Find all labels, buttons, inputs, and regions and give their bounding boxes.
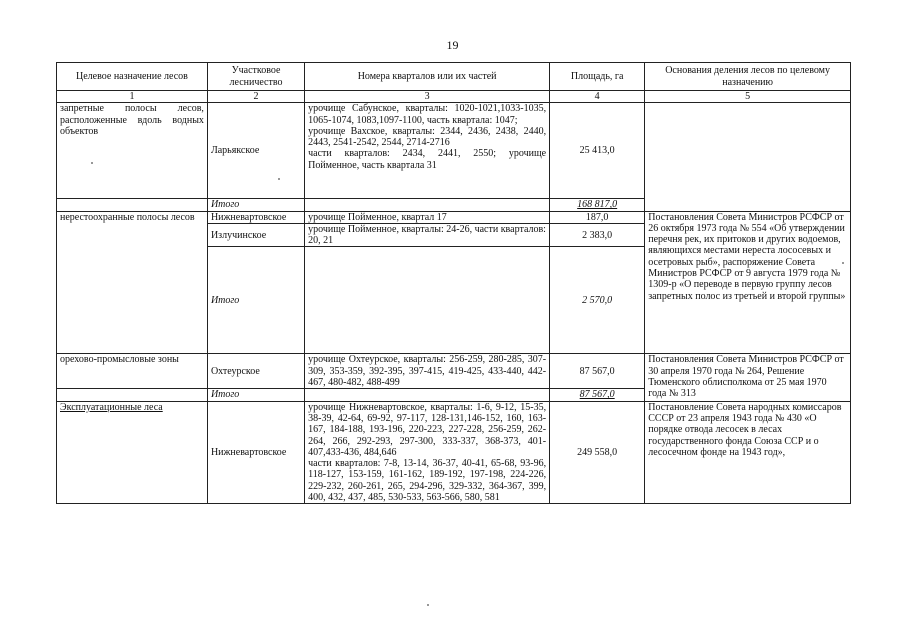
area-cell: 187,0 <box>550 211 645 223</box>
page-number: 19 <box>446 38 459 52</box>
column-number: 2 <box>207 91 304 103</box>
forestry-cell: Ларьякское <box>207 103 304 199</box>
total-label: Итого <box>207 247 304 354</box>
column-number: 3 <box>305 91 550 103</box>
purpose-cell: орехово-промысловые зоны <box>57 354 208 389</box>
scan-speck <box>91 162 93 164</box>
quarters-cell: урочище Сабунское, кварталы: 1020-1021,1033-1035, 1065-1074, 1083,1097-1100, часть квартала: 1047; урочище Вахское, кварталы: 2344, 2436, 2438, 2440, 2443, 2541-2542, 2544, 2714-2716 части кварталов: 2434, 2441, 2550; урочище Пойменное, часть квартала 31 <box>305 103 550 199</box>
area-cell: 25 413,0 <box>550 103 645 199</box>
total-label: Итого <box>207 199 304 211</box>
quarters-cell <box>305 199 550 211</box>
total-area: 87 567,0 <box>550 389 645 401</box>
column-number: 4 <box>550 91 645 103</box>
purpose-cell: нерестоохранные полосы лесов <box>57 211 208 354</box>
quarters-cell <box>305 389 550 401</box>
area-cell: 2 383,0 <box>550 223 645 247</box>
scan-speck <box>278 178 280 180</box>
header-basis: Основания деления лесов по целевому назначению <box>645 63 851 91</box>
quarters-cell: урочище Охтеурское, кварталы: 256-259, 280-285, 307-309, 353-359, 392-395, 397-415, 419-425, 433-440, 442-467, 480-482, 488-499 <box>305 354 550 389</box>
area-cell: 87 567,0 <box>550 354 645 389</box>
quarters-cell: урочище Пойменное, квартал 17 <box>305 211 550 223</box>
column-number: 5 <box>645 91 851 103</box>
basis-cell: Постановления Совета Министров РСФСР от 30 апреля 1970 года № 264, Решение Тюменского облисполкома от 25 мая 1970 года № 313 <box>645 354 851 401</box>
forestry-cell: Излучинское <box>207 223 304 247</box>
forestry-cell: Нижневартовское <box>207 211 304 223</box>
header-area: Площадь, га <box>550 63 645 91</box>
area-cell: 249 558,0 <box>550 401 645 504</box>
table-row <box>57 354 851 389</box>
purpose-cell: запретные полосы лесов, расположенные вдоль водных объектов <box>57 103 208 199</box>
purpose-cell: Эксплуатационные леса <box>57 401 208 504</box>
column-number: 1 <box>57 91 208 103</box>
purpose-cell <box>57 389 208 401</box>
table-row <box>57 103 851 199</box>
purpose-cell <box>57 199 208 211</box>
column-number-row <box>57 91 851 103</box>
total-label: Итого <box>207 389 304 401</box>
quarters-cell <box>305 247 550 354</box>
forestry-cell: Охтеурское <box>207 354 304 389</box>
quarters-cell: урочище Нижневартовское, кварталы: 1-6, 9-12, 15-35, 38-39, 42-64, 69-92, 97-117, 128-131,146-152, 160, 163-167, 184-188, 193-196, 220-223, 227-228, 256-259, 262-264, 266, 292-293, 297-300, 333-337, 368-373, 401-407,433-436, 484,646 части кварталов: 7-8, 13-14, 36-37, 40-41, 65-68, 93-96, 118-127, 153-159, 161-162, 189-192, 197-198, 224-226, 229-232, 260-261, 265, 294-296, 329-332, 364-367, 399, 400, 432, 437, 485, 530-533, 563-566, 580, 581 <box>305 401 550 504</box>
scan-speck <box>842 262 844 264</box>
basis-cell <box>645 103 851 211</box>
quarters-cell: урочище Пойменное, кварталы: 24-26, части кварталов: 20, 21 <box>305 223 550 247</box>
basis-cell: Постановление Совета народных комиссаров СССР от 23 апреля 1943 года № 430 «О порядке отвода лесосек в лесах государственного фонда Союза ССР и о лесосечном фонде на 1943 год», <box>645 401 851 504</box>
table-row <box>57 211 851 223</box>
scan-speck <box>427 604 429 606</box>
total-area: 168 817,0 <box>550 199 645 211</box>
forestry-cell: Нижневартовское <box>207 401 304 504</box>
header-quarters: Номера кварталов или их частей <box>305 63 550 91</box>
header-forestry: Участковое лесничество <box>207 63 304 91</box>
basis-cell: Постановления Совета Министров РСФСР от 26 октября 1973 года № 554 «Об утверждении перечня рек, их притоков и других водоемов, являющихся местами нереста лососевых и осетровых рыб», распоряжение Совета Министров РСФСР от 9 августа 1979 года № 1309-р «О переводе в первую группу лесов запретных полос из третьей и второй группы» <box>645 211 851 354</box>
header-purpose: Целевое назначение лесов <box>57 63 208 91</box>
table-row <box>57 401 851 504</box>
forest-purpose-table <box>56 62 851 504</box>
table-header-row <box>57 63 851 91</box>
total-area: 2 570,0 <box>550 247 645 354</box>
